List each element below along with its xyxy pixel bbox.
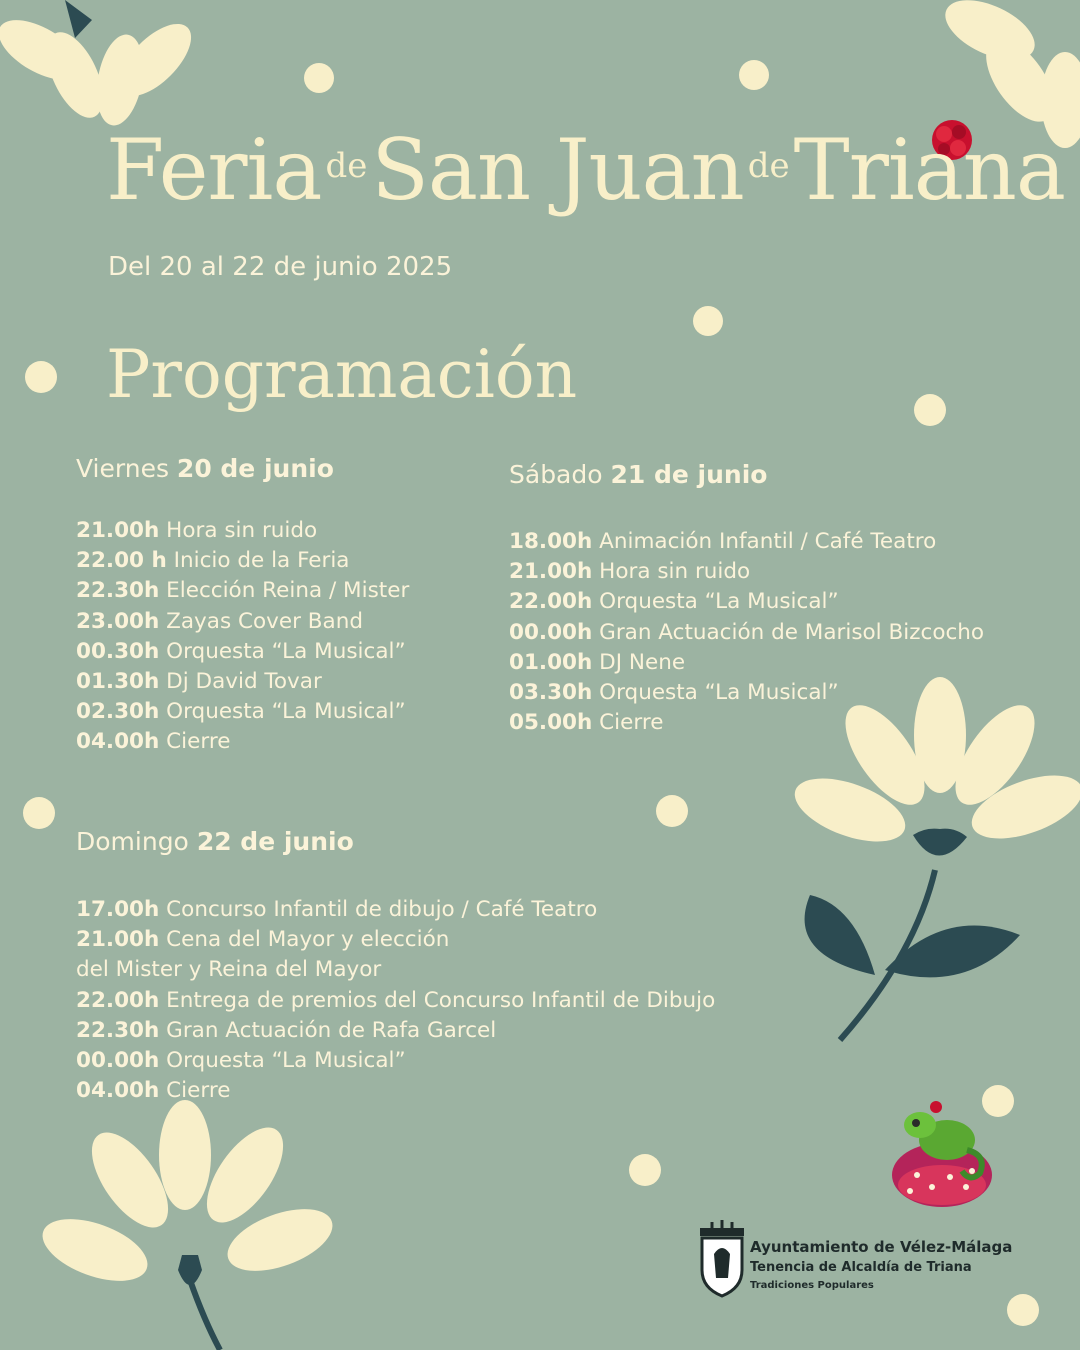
day-weekday: Sábado (509, 460, 603, 489)
event-time: 01.00h (509, 649, 593, 675)
event-time: 22.00h (509, 589, 593, 615)
title-part-triana: Triana (793, 121, 1065, 219)
day-block-viernes (76, 454, 409, 758)
day-weekday: Viernes (76, 454, 169, 483)
event-time: 21.00h (76, 927, 160, 953)
event-label: Zayas Cover Band (166, 608, 363, 634)
event-time: 05.00h (509, 710, 593, 736)
dot (693, 306, 723, 336)
day-title (76, 827, 715, 857)
event-label: Orquesta “La Musical” (166, 699, 406, 725)
chameleon-flamenco-mascot-icon (892, 1101, 992, 1207)
event-row (509, 527, 984, 557)
event-row (509, 648, 984, 678)
event-row (76, 986, 715, 1016)
dot (914, 394, 946, 426)
event-row (76, 516, 409, 546)
event-time: 22.30h (76, 578, 160, 604)
section-title: Programación (106, 336, 578, 413)
event-row (76, 925, 715, 955)
event-time: 04.00h (76, 1078, 160, 1104)
dot (25, 361, 57, 393)
event-time: 22.00h (76, 987, 160, 1013)
event-row (76, 1016, 715, 1046)
day-title (509, 460, 984, 490)
event-time: 22.00 h (76, 548, 167, 574)
poster-title (106, 121, 1065, 219)
event-label: del Mister y Reina del Mayor (76, 957, 382, 983)
day-date: 20 de junio (176, 454, 334, 483)
event-label: Animación Infantil / Café Teatro (599, 529, 937, 554)
event-label: Inicio de la Feria (173, 548, 350, 574)
dot (629, 1154, 661, 1186)
daisy-flower-icon (34, 1100, 340, 1350)
event-label: Cierre (166, 1078, 231, 1104)
event-label: Cierre (166, 729, 231, 755)
day-block-sabado (509, 460, 984, 738)
event-row (76, 1046, 715, 1076)
event-row (76, 1076, 715, 1106)
event-label: Concurso Infantil de dibujo / Café Teatro (166, 897, 598, 922)
event-list (509, 527, 984, 738)
date-range: Del 20 al 22 de junio 2025 (108, 252, 453, 282)
event-label: Cena del Mayor y elección (166, 927, 450, 953)
event-time: 04.00h (76, 729, 160, 755)
event-label: Hora sin ruido (599, 559, 751, 585)
event-label: Dj David Tovar (166, 669, 322, 695)
dot (304, 63, 334, 93)
event-label: Cierre (599, 710, 664, 736)
dot (982, 1085, 1014, 1117)
event-row (76, 637, 409, 667)
event-time: 00.30h (76, 638, 160, 664)
event-row (76, 955, 715, 985)
event-list (76, 895, 715, 1106)
event-time: 22.30h (76, 1017, 160, 1043)
event-row (509, 678, 984, 708)
dot (23, 797, 55, 829)
title-part-feria: Feria (106, 121, 322, 219)
title-connector: de (325, 146, 368, 186)
coat-of-arms-icon (700, 1220, 744, 1296)
event-time: 17.00h (76, 897, 160, 922)
event-label: Elección Reina / Mister (166, 578, 410, 604)
event-row (76, 697, 409, 727)
event-label: Orquesta “La Musical” (599, 680, 839, 706)
organizer-line3: Tradiciones Populares (750, 1280, 874, 1291)
day-weekday: Domingo (76, 827, 189, 856)
day-date: 21 de junio (610, 460, 768, 489)
dot (1007, 1294, 1039, 1326)
event-time: 01.30h (76, 669, 160, 695)
event-time: 21.00h (76, 518, 160, 543)
event-time: 23.00h (76, 608, 160, 634)
day-block-domingo (76, 827, 715, 1106)
event-row (76, 607, 409, 637)
title-part-san-juan: San Juan (371, 121, 744, 219)
organizer-line1: Ayuntamiento de Vélez-Málaga (750, 1238, 1013, 1256)
title-connector: de (747, 146, 790, 186)
event-row (509, 708, 984, 738)
event-time: 02.30h (76, 699, 160, 725)
event-row (76, 576, 409, 606)
event-time: 00.00h (509, 619, 593, 645)
event-time: 21.00h (509, 559, 593, 585)
day-date: 22 de junio (196, 827, 354, 856)
event-label: Gran Actuación de Marisol Bizcocho (599, 619, 985, 645)
event-label: Hora sin ruido (166, 518, 318, 543)
event-row (76, 895, 715, 925)
event-label: Gran Actuación de Rafa Garcel (166, 1017, 497, 1043)
event-row (509, 618, 984, 648)
event-time: 03.30h (509, 680, 593, 706)
event-row (509, 587, 984, 617)
event-label: Orquesta “La Musical” (166, 1048, 406, 1074)
event-row (76, 727, 409, 757)
event-time: 18.00h (509, 529, 593, 554)
event-row (509, 557, 984, 587)
event-list (76, 516, 409, 758)
dot (656, 795, 688, 827)
event-row (76, 546, 409, 576)
event-time: 00.00h (76, 1048, 160, 1074)
dot (739, 60, 769, 90)
daisy-flower-icon (0, 0, 203, 129)
event-label: DJ Nene (599, 649, 686, 675)
event-row (76, 667, 409, 697)
event-label: Entrega de premios del Concurso Infantil de Dibujo (166, 987, 716, 1013)
event-label: Orquesta “La Musical” (599, 589, 839, 615)
event-label: Orquesta “La Musical” (166, 638, 406, 664)
organizer-line2: Tenencia de Alcaldía de Triana (750, 1260, 972, 1275)
day-title (76, 454, 409, 484)
